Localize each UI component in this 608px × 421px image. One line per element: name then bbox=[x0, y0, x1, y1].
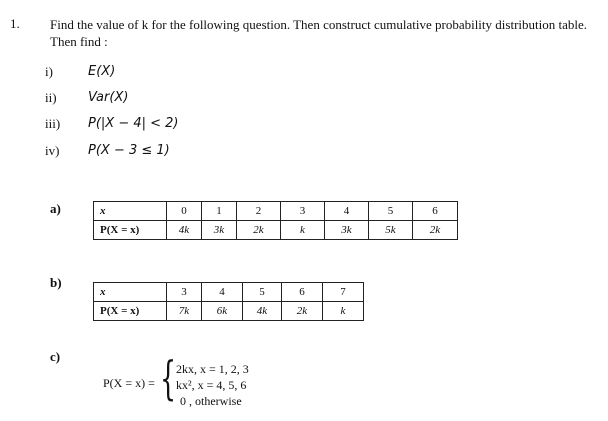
table-row bbox=[94, 221, 458, 240]
header-p: P(X = x) bbox=[94, 221, 167, 240]
table-row bbox=[94, 302, 364, 321]
sub-question-label: iii) bbox=[45, 116, 61, 131]
table-cell: 4k bbox=[243, 302, 282, 321]
sub-question-expr: E(X) bbox=[88, 64, 116, 79]
part-a-label: a) bbox=[50, 201, 61, 216]
table-cell: 6 bbox=[413, 202, 458, 221]
table-cell: 2 bbox=[237, 202, 281, 221]
header-p: P(X = x) bbox=[94, 302, 167, 321]
table-cell: 2k bbox=[282, 302, 323, 321]
piecewise-case: 2kx, x = 1, 2, 3 bbox=[176, 362, 249, 376]
table-cell: 5 bbox=[243, 283, 282, 302]
table-cell: 5 bbox=[369, 202, 413, 221]
sub-question-expr: P(X − 3 ≤ 1) bbox=[88, 143, 170, 158]
header-x: x bbox=[94, 283, 167, 302]
question-number: 1. bbox=[10, 16, 20, 31]
table-cell: 0 bbox=[167, 202, 202, 221]
table-row bbox=[94, 202, 458, 221]
table-cell: 1 bbox=[202, 202, 237, 221]
piecewise-lhs: P(X = x) = bbox=[103, 376, 155, 390]
table-cell: 3k bbox=[202, 221, 237, 240]
table-cell: 6 bbox=[282, 283, 323, 302]
distribution-table-a bbox=[93, 201, 458, 240]
sub-question-label: ii) bbox=[45, 90, 57, 105]
table-cell: 4 bbox=[202, 283, 243, 302]
sub-question-label: iv) bbox=[45, 143, 60, 158]
sub-question-expr: Var(X) bbox=[88, 90, 129, 105]
piecewise-case: 0 , otherwise bbox=[180, 394, 242, 408]
table-cell: 2k bbox=[237, 221, 281, 240]
table-cell: 2k bbox=[413, 221, 458, 240]
part-c-label: c) bbox=[50, 349, 61, 364]
table-cell: k bbox=[323, 302, 364, 321]
distribution-table-b bbox=[93, 282, 364, 321]
sub-question-label: i) bbox=[45, 64, 53, 79]
table-cell: 5k bbox=[369, 221, 413, 240]
table-row bbox=[94, 283, 364, 302]
table-cell: 4 bbox=[325, 202, 369, 221]
table-cell: 4k bbox=[167, 221, 202, 240]
left-brace: { bbox=[160, 351, 177, 405]
piecewise-case: kx², x = 4, 5, 6 bbox=[176, 378, 247, 392]
header-x: x bbox=[94, 202, 167, 221]
table-cell: 6k bbox=[202, 302, 243, 321]
table-cell: 3 bbox=[281, 202, 325, 221]
question-text: Find the value of k for the following question. Then construct cumulative probability distribution table. Then find : bbox=[50, 17, 587, 49]
table-cell: 3 bbox=[167, 283, 202, 302]
part-b-label: b) bbox=[50, 275, 62, 290]
table-cell: k bbox=[281, 221, 325, 240]
sub-question-expr: P(|X − 4| < 2) bbox=[88, 116, 179, 131]
table-cell: 7 bbox=[323, 283, 364, 302]
table-cell: 7k bbox=[167, 302, 202, 321]
table-cell: 3k bbox=[325, 221, 369, 240]
